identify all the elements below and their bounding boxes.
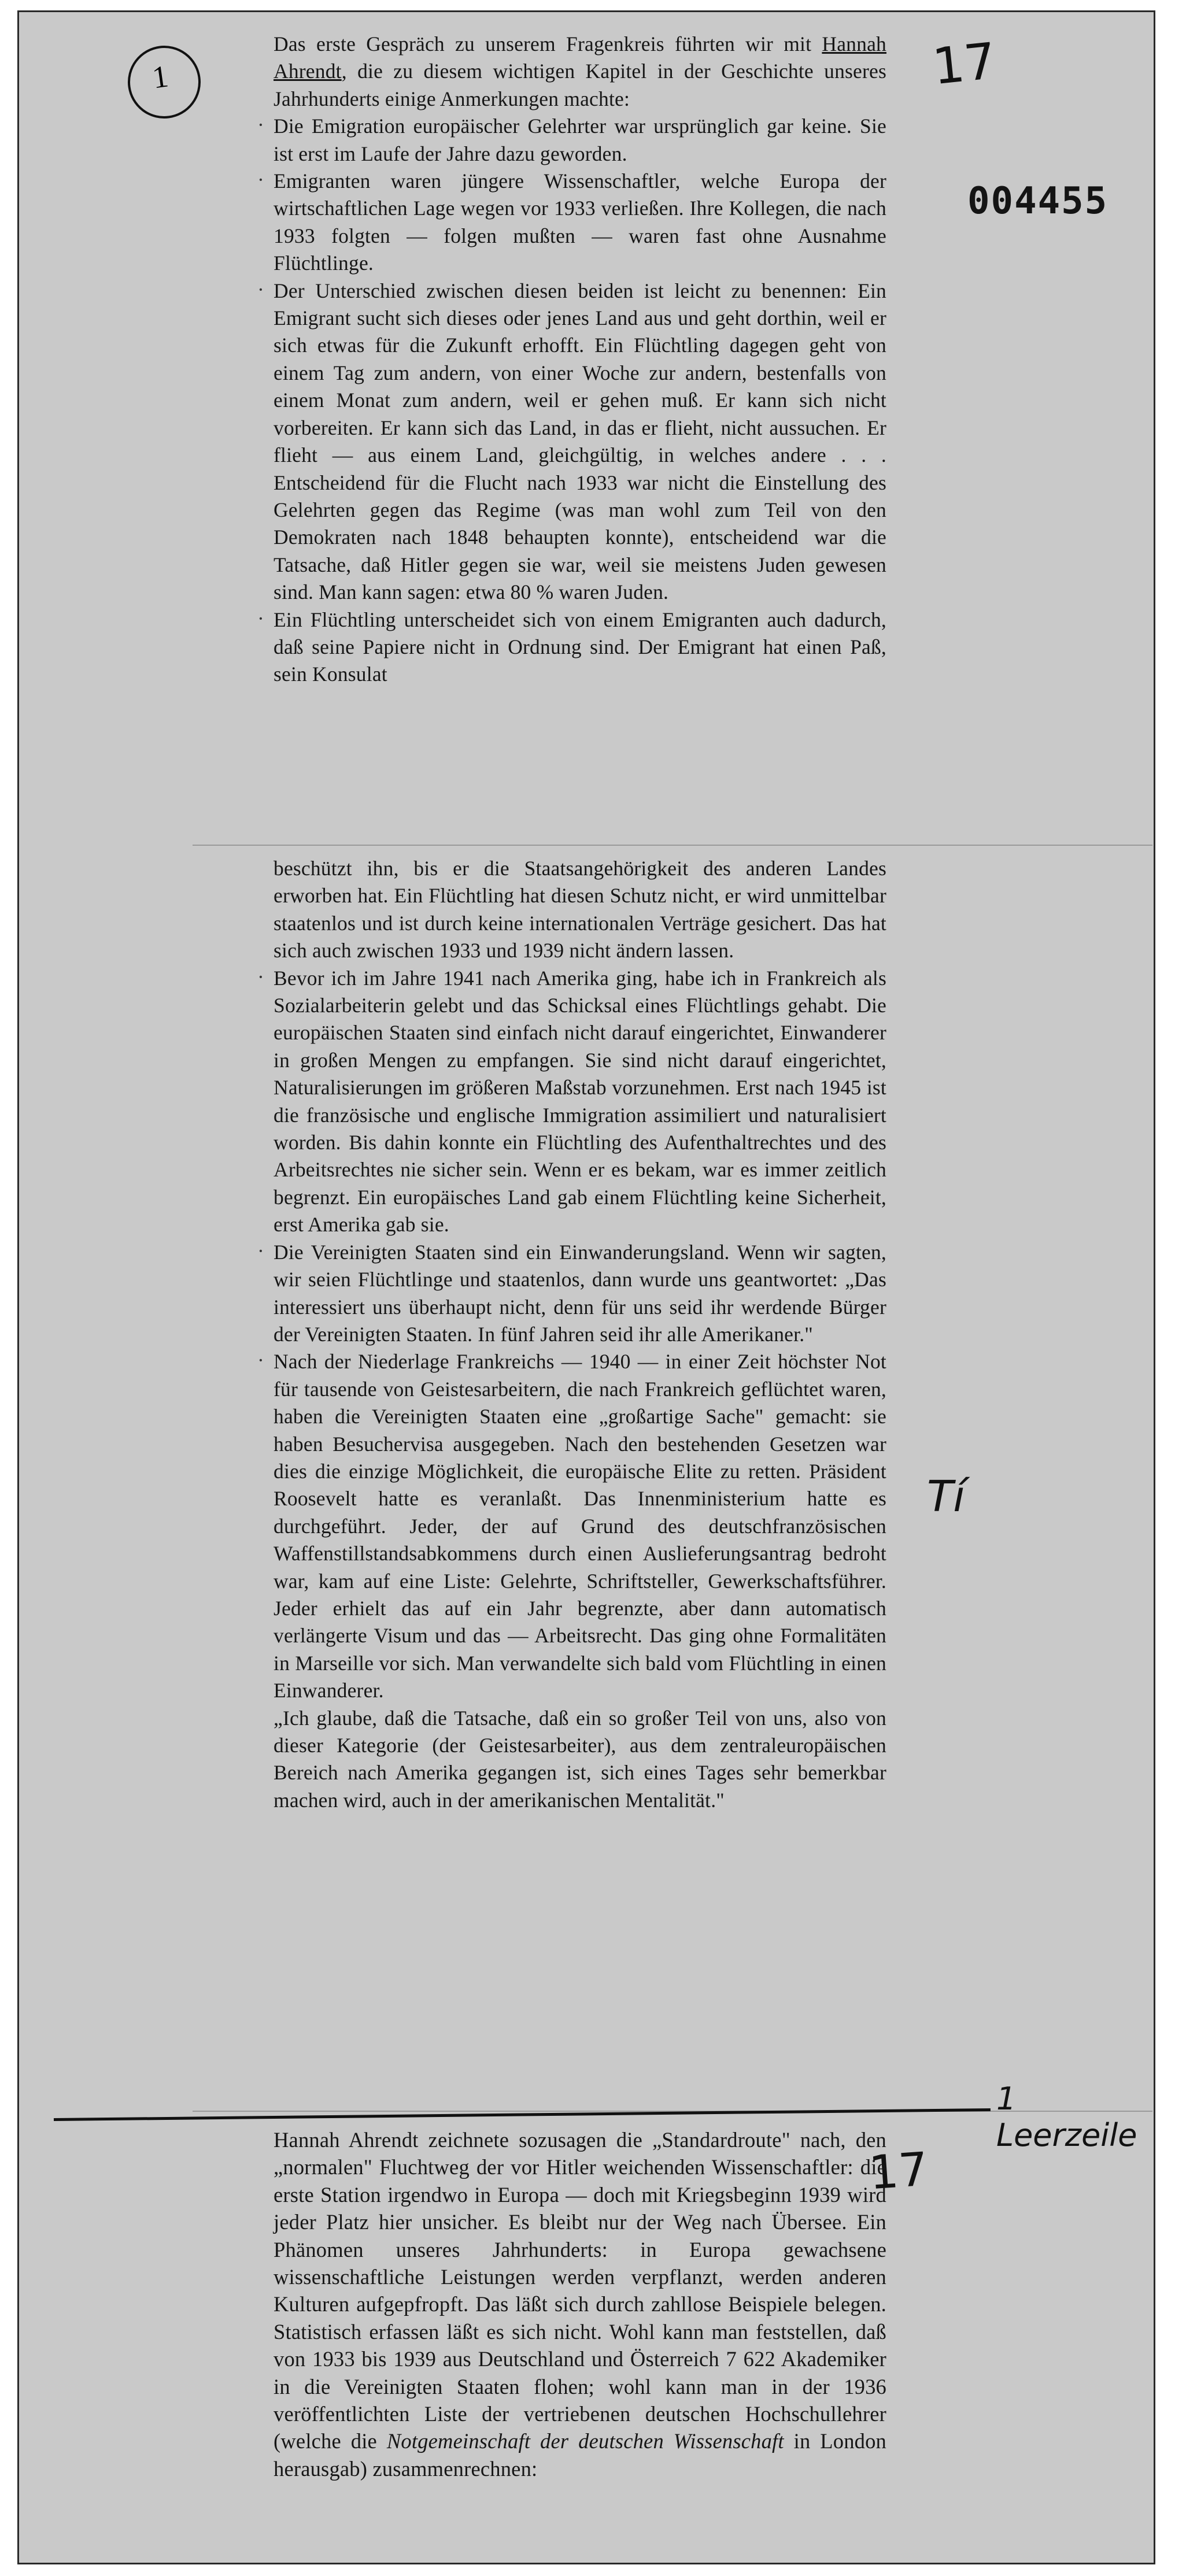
paste-seam-upper (193, 845, 1152, 846)
point-b3: · Nach der Niederlage Frankreichs — 1940 — in einer Zeit höchster Not für tausende von Geistesarbeitern, die nach Frankreich geflüchtet waren, haben die Vereinigten Staaten eine „großartige Sache" gemacht: sie haben Besuchervisa ausgegeben. Nach den bestehenden Gesetzen war dies die einzige Möglichkeit, die europäische Elite zu retten. Präsident Roosevelt hatte es veranlaßt. Das Innenministerium hatte es durchgeführt. Jeder, der auf Grund des deutschfranzösischen Waffenstillstandsabkommens durch einen Auslieferungsantrag bedroht war, kam auf eine Liste: Gelehrte, Schriftsteller, Gewerkschaftsführer. Jeder erhielt das auf ein Jahr begrenzte, aber dann automatisch verlängerte Visum und das — Arbeitsrecht. Das ging ohne Formalitäten in Marseille vor sich. Man verwandelte sich bald vom Flüchtling in einen Einwanderer. (274, 1348, 886, 1704)
intro-name: Hannah Ahrendt (274, 32, 886, 83)
intro-after: , die zu diesem wichtigen Kapitel in der Geschichte unseres Jahrhunderts einige Anmerkungen machte: (274, 60, 886, 110)
document-sheet (17, 10, 1155, 2564)
point-a1: · Die Emigration europäischer Gelehrter war ursprünglich gar keine. Sie ist erst im Laufe der Jahre dazu geworden. (274, 113, 886, 168)
intro-paragraph (274, 31, 886, 113)
handwritten-page-circle (123, 41, 205, 123)
handwritten-margin-note: 1 Leerzeile (996, 2081, 1137, 2153)
organization-title: Notgemeinschaft der deutschen Wissenschaft (386, 2429, 784, 2453)
text-block-lower (274, 2126, 886, 2482)
handwritten-lower-mark: 17 (867, 2142, 930, 2200)
text-block-upper (274, 31, 886, 689)
handwritten-top-right-mark: 17 (930, 32, 999, 97)
quote-paragraph: „Ich glaube, daß die Tatsache, daß ein so großer Teil von uns, also von dieser Kategorie (der Geistesarbeiter), aus dem zentraleuropäischen Bereich nach Amerika gegangen ist, sich eines Tages sehr bemerkbar machen wird, auch in der amerikanischen Mentalität." (274, 1706, 886, 1812)
closing-paragraph-body: Hannah Ahrendt zeichnete sozusagen die „Standardroute" nach, den „normalen" Fluchtweg der vor Hitler weichenden Wissenschaftler: die erste Station irgendwo in Europa — doch mit Kriegsbeginn 1939 wird jeder Platz hier unsicher. Es bleibt nur der Weg nach Übersee. Ein Phänomen unseres Jahrhunderts: in Europa gewachsene wissenschaftliche Leistungen werden verpflanzt, werden anderen Kulturen aufgepfropft. Das läßt sich durch zahllose Beispiele belegen. Statistisch erfassen läßt es sich nicht. Wohl kann man feststellen, daß von 1933 bis 1939 aus Deutschland und Österreich 7 622 Akademiker in die Vereinigten Staaten flohen; wohl kann man in der 1936 veröffentlichten Liste der vertriebenen deutschen Hochschullehrer (welche die (274, 2128, 886, 2453)
point-a4: · Ein Flüchtling unterscheidet sich von einem Emigranten auch dadurch, daß seine Papiere nicht in Ordnung sind. Der Emigrant hat einen Paß, sein Konsulat (274, 606, 886, 689)
closing-paragraph-end: in London herausgab) zusammenrechnen: (274, 2429, 887, 2481)
handwritten-page-number: 1 (150, 58, 171, 95)
intro-before: Das erste Gespräch zu unserem Fragenkreis führten wir mit (274, 32, 822, 55)
point-b2: · Die Vereinigten Staaten sind ein Einwanderungsland. Wenn wir sagten, wir seien Flüchtlinge und staatenlos, dann wurde uns geantwortet: „Das interessiert uns überhaupt nicht, denn für uns seid ihr werdende Bürger der Vereinigten Staaten. In fünf Jahren seid ihr alle Amerikaner." (274, 1239, 886, 1349)
text-block-middle (274, 855, 886, 1814)
archive-stamp-number: 004455 (967, 180, 1109, 223)
handwritten-side-mark: Tí (927, 1472, 965, 1522)
continuation-paragraph: beschützt ihn, bis er die Staatsangehörigkeit des anderen Landes erworben hat. Ein Flüchtling hat diesen Schutz nicht, er wird unmittelbar staatenlos und ist durch keine internationalen Verträge gesichert. Das hat sich auch zwischen 1933 und 1939 nicht ändern lassen. (274, 857, 886, 963)
point-a3: · Der Unterschied zwischen diesen beiden ist leicht zu benennen: Ein Emigrant sucht sich dieses oder jenes Land aus und geht dorthin, weil er sich etwas für die Zukunft erhofft. Ein Flüchtling dagegen geht von einem Tag zum andern, von einer Woche zur andern, bestenfalls von einem Monat zum andern, weil er gehen muß. Er kann sich nicht vorbereiten. Er kann sich das Land, in das er flieht, nicht aussuchen. Er flieht — aus einem Land, gleichgültig, in welches andere . . . Entscheidend für die Flucht nach 1933 war nicht die Einstellung des Gelehrten gegen das Regime (was man wohl zum Teil von den Demokraten nach 1848 behaupten konnte), entscheidend war die Tatsache, daß Hitler gegen sie war, weil sie meistens Juden gewesen sind. Man kann sagen: etwa 80 % waren Juden. (274, 277, 886, 606)
point-a2: · Emigranten waren jüngere Wissenschaftler, welche Europa der wirtschaftlichen Lage wegen vor 1933 verließen. Ihre Kollegen, die nach 1933 folgten — folgen mußten — waren fast ohne Ausnahme Flüchtlinge. (274, 168, 886, 277)
point-b1: · Bevor ich im Jahre 1941 nach Amerika ging, habe ich in Frankreich als Sozialarbeiterin gelebt und das Schicksal eines Flüchtlings gehabt. Die europäischen Staaten sind einfach nicht darauf eingerichtet, Einwanderer in großen Mengen zu empfangen. Sie sind nicht darauf eingerichtet, Naturalisierungen im größeren Maßstab vorzunehmen. Erst nach 1945 ist die französische und englische Immigration assimiliert und naturalisiert worden. Bis dahin konnte ein Flüchtling des Aufenthaltrechtes und des Arbeitsrechtes nie sicher sein. Wenn er es bekam, war es immer zeitlich begrenzt. Ein europäisches Land gab einem Flüchtling keine Sicherheit, erst Amerika gab sie. (274, 965, 886, 1239)
closing-paragraph (274, 2126, 886, 2482)
